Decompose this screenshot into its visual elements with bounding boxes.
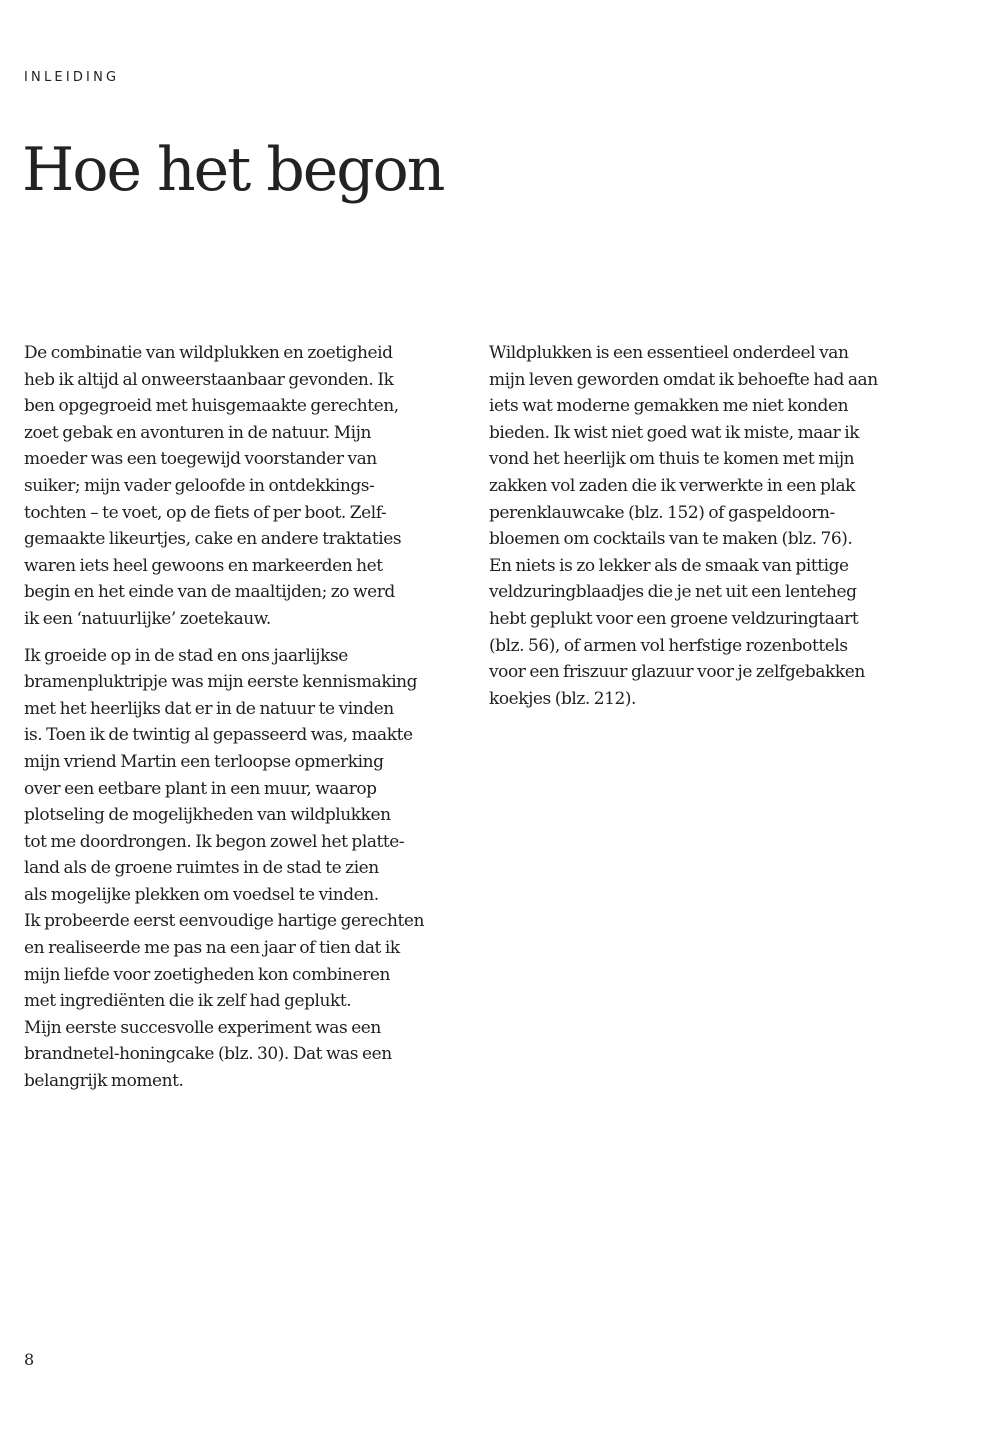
text-line: hebt geplukt voor een groene veldzuringtaart (489, 608, 859, 629)
text-column-left (24, 340, 464, 1105)
body-paragraph (24, 643, 464, 1095)
text-line: perenklauwcake (blz. 152) of gaspeldoorn- (489, 502, 835, 523)
text-line: suiker; mijn vader geloofde in ontdekkings- (24, 475, 375, 496)
text-line: en realiseerde me pas na een jaar of tien dat ik (24, 938, 400, 959)
text-line: Ik groeide op in de stad en ons jaarlijkse (24, 645, 348, 666)
text-line: bramenpluktripje was mijn eerste kennismaking (24, 672, 418, 693)
text-line: koekjes (blz. 212). (489, 688, 637, 709)
text-line: ben opgegroeid met huisgemaakte gerechten, (24, 396, 399, 417)
text-line: moeder was een toegewijd voorstander van (24, 449, 377, 470)
text-line: Mijn eerste succesvolle experiment was een (24, 1017, 381, 1038)
text-line: iets wat moderne gemakken me niet konden (489, 396, 849, 417)
text-line: veldzuringblaadjes die je net uit een lenteheg (489, 582, 857, 603)
text-line: mijn vriend Martin een terloopse opmerking (24, 751, 384, 772)
text-line: land als de groene ruimtes in de stad te zien (24, 858, 379, 879)
text-line: Wildplukken is een essentieel onderdeel van (489, 343, 849, 363)
body-paragraph (489, 340, 929, 712)
page-number: 8 (24, 1350, 35, 1369)
text-line: voor een friszuur glazuur voor je zelfgebakken (489, 662, 865, 683)
text-line: mijn leven geworden omdat ik behoefte had aan (489, 369, 878, 390)
text-line: ik een ‘natuurlijke’ zoetekauw. (24, 608, 271, 629)
text-line: begin en het einde van de maaltijden; zo werd (24, 582, 395, 603)
text-line: En niets is zo lekker als de smaak van pittige (489, 555, 849, 576)
text-line: tot me doordrongen. Ik begon zowel het platte- (24, 831, 405, 852)
text-line: waren iets heel gewoons en markeerden het (24, 555, 383, 576)
text-line: (blz. 56), of armen vol herfstige rozenbottels (489, 635, 848, 656)
page-title: Hoe het begon (22, 135, 444, 205)
body-paragraph (24, 340, 464, 633)
text-line: tochten – te voet, op de fiets of per boot. Zelf- (24, 502, 387, 523)
text-line: over een eetbare plant in een muur, waarop (24, 778, 377, 799)
text-line: gemaakte likeurtjes, cake en andere traktaties (24, 529, 402, 550)
text-line: mijn liefde voor zoetigheden kon combineren (24, 964, 390, 985)
text-line: belangrijk moment. (24, 1071, 184, 1092)
text-line: De combinatie van wildplukken en zoetigheid (24, 343, 393, 363)
text-line: bieden. Ik wist niet goed wat ik miste, maar ik (489, 422, 860, 443)
text-line: bloemen om cocktails van te maken (blz. 76). (489, 529, 853, 550)
section-label: INLEIDING (24, 70, 120, 85)
text-line: met ingrediënten die ik zelf had geplukt. (24, 991, 352, 1012)
text-line: plotseling de mogelijkheden van wildplukken (24, 805, 391, 826)
text-line: zakken vol zaden die ik verwerkte in een plak (489, 475, 855, 496)
text-line: heb ik altijd al onweerstaanbaar gevonden. Ik (24, 369, 394, 390)
text-line: als mogelijke plekken om voedsel te vinden. (24, 884, 379, 905)
text-line: met het heerlijks dat er in de natuur te vinden (24, 698, 394, 719)
text-line: vond het heerlijk om thuis te komen met mijn (489, 449, 855, 470)
text-line: is. Toen ik de twintig al gepasseerd was, maakte (24, 725, 413, 746)
text-line: zoet gebak en avonturen in de natuur. Mijn (24, 422, 371, 443)
text-column-right (489, 340, 929, 722)
text-line: Ik probeerde eerst eenvoudige hartige gerechten (24, 911, 424, 932)
text-line: brandnetel-honingcake (blz. 30). Dat was een (24, 1044, 392, 1065)
